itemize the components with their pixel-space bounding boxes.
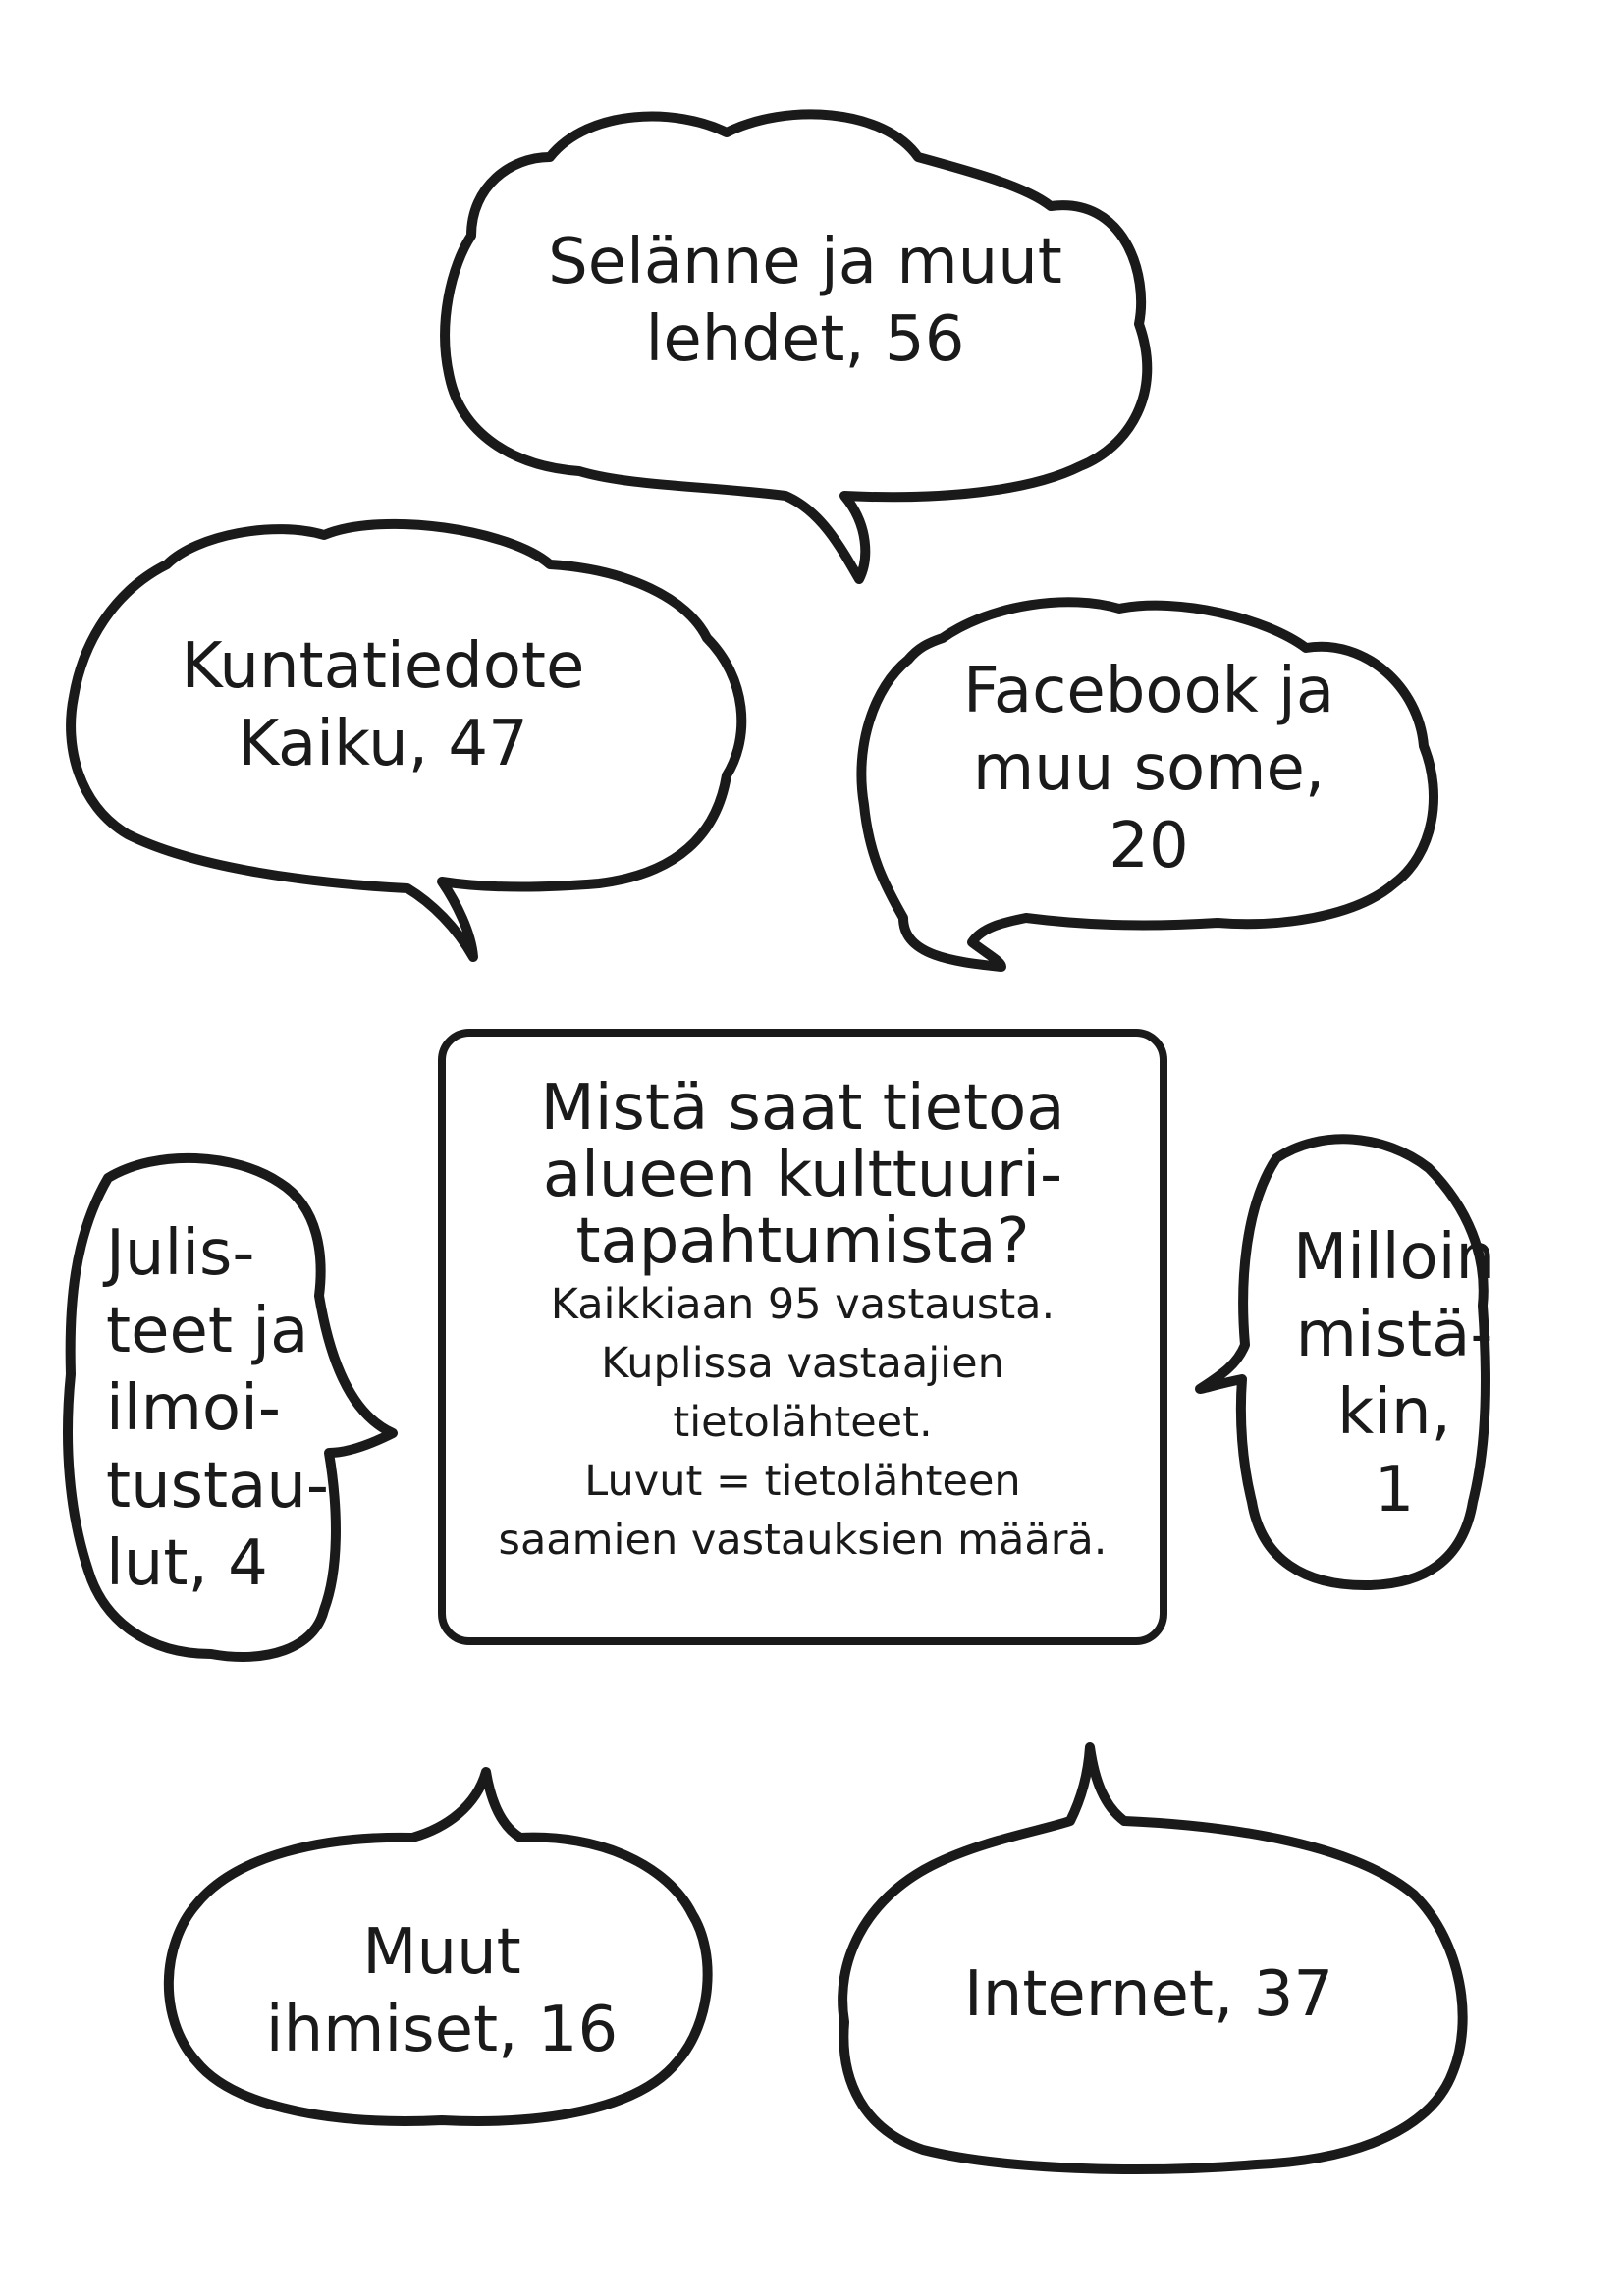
bubble-muut-ihmiset (187, 1914, 697, 2069)
bubble-julisteet-line: tustau- (106, 1450, 329, 1522)
bubble-milloin (1267, 1219, 1522, 1529)
bubble-selanne (471, 224, 1139, 379)
bubble-kaiku-line: Kaiku, 47 (238, 708, 528, 780)
bubble-muut-ihmiset-line: Muut (362, 1916, 521, 1989)
bubble-julisteet (106, 1215, 401, 1603)
bubble-julisteet-line: Julis- (106, 1217, 255, 1290)
bubble-kaiku-line: Kuntatiedote (181, 630, 585, 703)
center-note-line: Luvut = tietolähteen (584, 1457, 1021, 1506)
bubble-internet (844, 1956, 1453, 2034)
center-box (452, 1072, 1154, 1570)
center-note-line: Kuplissa vastaajien (601, 1339, 1004, 1388)
bubble-facebook-line: muu some, (972, 732, 1326, 805)
bubble-milloin-line: kin, (1337, 1376, 1451, 1449)
center-title (452, 1072, 1154, 1278)
bubble-kaiku (79, 628, 687, 783)
bubble-selanne-line: Selänne ja muut (548, 226, 1062, 298)
center-title-line: tapahtumista? (575, 1205, 1030, 1278)
bubble-julisteet-line: teet ja (106, 1295, 309, 1367)
bubble-julisteet-line: lut, 4 (106, 1527, 268, 1600)
bubble-selanne-line: lehdet, 56 (645, 303, 965, 376)
bubble-muut-ihmiset-line: ihmiset, 16 (265, 1994, 619, 2066)
center-note-line: tietolähteet. (673, 1398, 933, 1447)
center-note (452, 1275, 1154, 1570)
center-title-line: alueen kulttuuri- (542, 1139, 1063, 1211)
bubble-milloin-line: Milloin (1292, 1221, 1496, 1294)
center-note-line: Kaikkiaan 95 vastausta. (550, 1280, 1056, 1329)
center-note-line: saamien vastauksien määrä. (498, 1516, 1108, 1565)
center-title-line: Mistä saat tietoa (540, 1072, 1065, 1145)
bubble-milloin-line: 1 (1374, 1454, 1415, 1526)
bubble-julisteet-line: ilmoi- (106, 1372, 281, 1445)
bubble-facebook-line: Facebook ja (962, 655, 1335, 727)
bubble-internet-line: Internet, 37 (963, 1958, 1334, 2031)
bubble-facebook (884, 653, 1414, 885)
bubble-milloin-line: mistä- (1295, 1299, 1493, 1371)
bubble-facebook-line: 20 (1109, 810, 1189, 882)
